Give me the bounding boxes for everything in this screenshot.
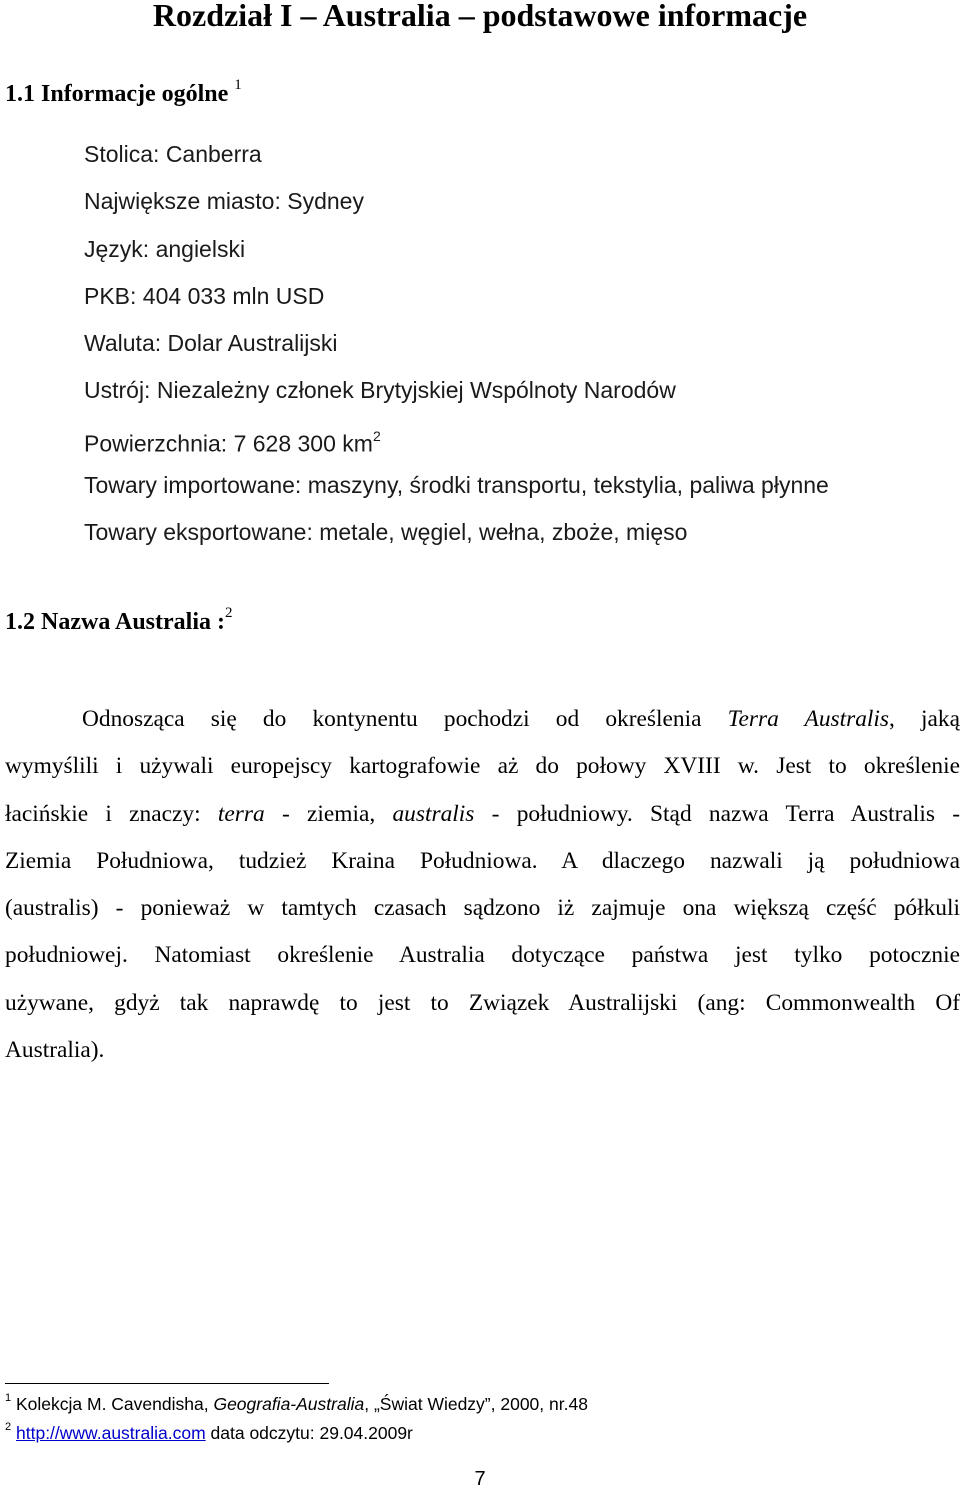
text-run: - południowy. Stąd nazwa Terra Australis - [474,800,960,827]
fact-exports: Towary eksportowane: metale, węgiel, wełna, zboże, mięso [84,519,688,546]
text-run: łacińskie i znaczy: [5,800,218,827]
footnote-ref-2[interactable]: 2 [225,605,233,621]
italic-term: australis [392,800,475,827]
page-number: 7 [474,1468,486,1490]
paragraph-line: Australia). [5,1037,105,1064]
fact-largest-city: Największe miasto: Sydney [84,188,364,215]
section-heading-general-info [5,77,242,108]
paragraph-line: Ziemia Południowa, tudzież Kraina Południowa. A dlaczego nazwali ją południowa [5,847,960,874]
text-run: - ziemia, [264,800,393,827]
fact-capital: Stolica: Canberra [84,141,262,167]
fact-area [84,420,829,467]
footnote-italic: Geografia-Australia [213,1394,365,1414]
paragraph-line: wymyślili i używali europejscy kartografowie aż do połowy XVIII w. Jest to określenie [5,753,960,780]
italic-term: Terra Australis [727,706,890,732]
fact-government: Ustrój: Niezależny członek Brytyjskiej Wspólnoty Narodów [84,377,676,404]
paragraph-line: (australis) - ponieważ w tamtych czasach sądzono iż zajmuje ona większą część półkuli [5,895,960,922]
footnote-ref-1[interactable]: 1 [234,77,242,93]
paragraph-line: używane, gdyż tak naprawdę to jest to Związek Australijski (ang: Commonwealth Of [5,989,960,1016]
name-paragraph [5,696,960,1074]
italic-term: terra [217,800,265,827]
fact-imports: Towary importowane: maszyny, środki transportu, tekstylia, paliwa płynne [84,472,829,499]
footnote-separator [5,1383,329,1384]
footnote-text: data odczytu: 29.04.2009r [205,1423,413,1443]
footnote-text: Kolekcja M. Cavendisha, [11,1394,214,1414]
text-run: Odnosząca się do kontynentu pochodzi od określenia [82,706,728,732]
footnote-text: , „Świat Wiedzy”, 2000, nr.48 [364,1394,588,1414]
footnote-number: 2 [5,1421,12,1434]
section-heading-text: 1.1 Informacje ogólne [5,81,229,107]
facts-list [84,136,829,562]
section-heading-suffix: : [211,609,225,635]
text-run: , jaką [889,706,960,732]
paragraph-line [5,696,960,743]
footnote-link[interactable]: http://www.australia.com [16,1423,206,1443]
fact-language: Język: angielski [84,235,246,262]
fact-currency: Waluta: Dolar Australijski [84,330,338,357]
section-heading-text: 1.2 Nazwa Australia [5,609,211,635]
fact-area-text: Powierzchnia: 7 628 300 km [84,430,373,457]
chapter-title: Rozdział I – Australia – podstawowe informacje [152,0,808,33]
paragraph-line: południowej. Natomiast określenie Australia dotyczące państwa jest tylko potocznie [5,942,960,969]
fact-area-superscript: 2 [372,427,381,444]
footnote-number: 1 [5,1392,12,1405]
footnote-1 [5,1394,588,1415]
paragraph-line [5,791,960,838]
footnote-2 [5,1423,413,1444]
section-heading-name [5,605,233,636]
fact-gdp: PKB: 404 033 mln USD [84,282,325,309]
